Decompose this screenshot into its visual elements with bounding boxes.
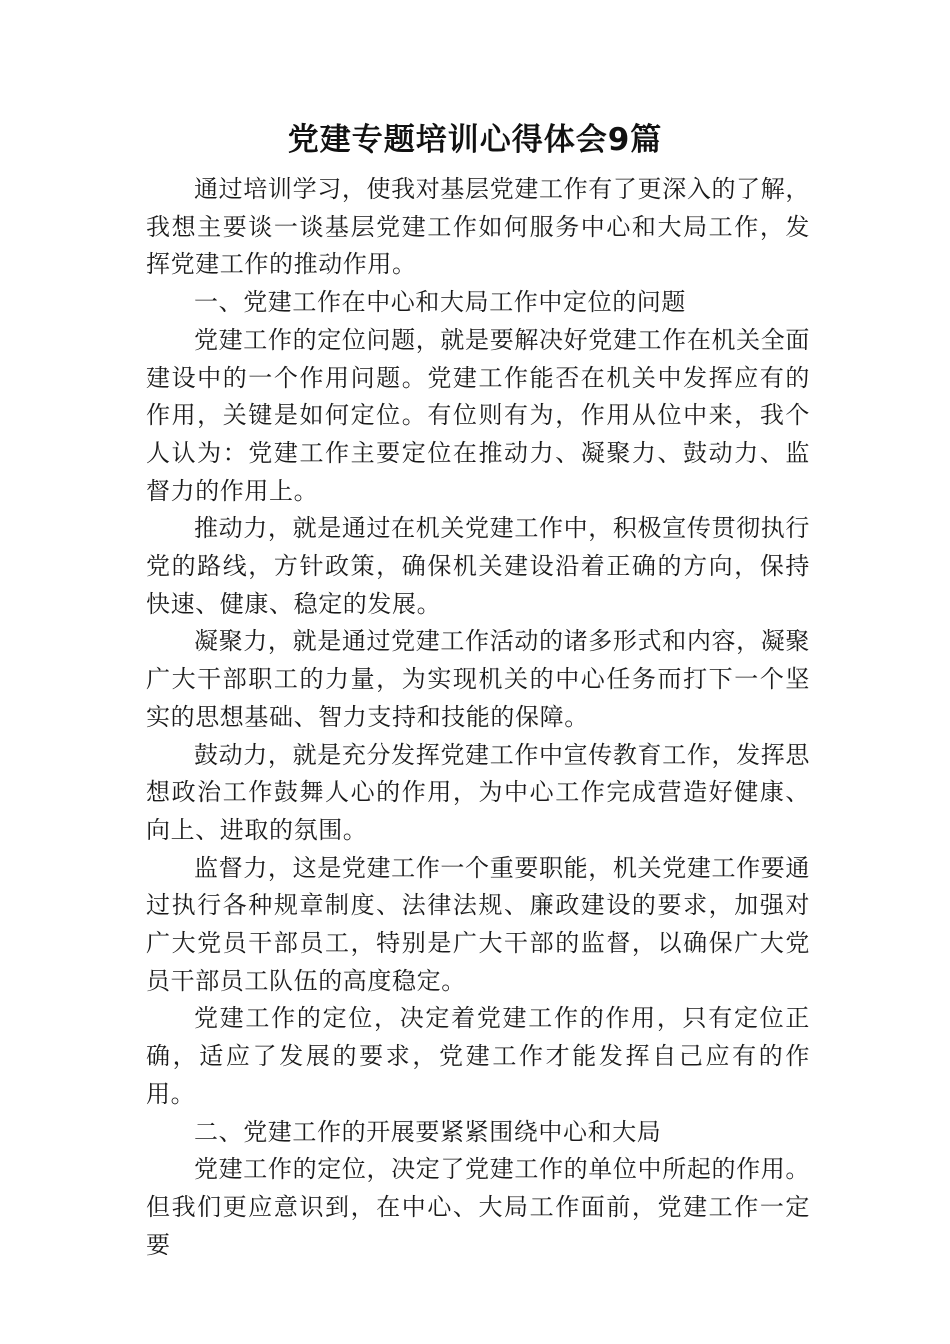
paragraph-positioning: 党建工作的定位问题，就是要解决好党建工作在机关全面建设中的一个作用问题。党建工作能否在机关中发挥应有的作用，关键是如何定位。有位则有为，作用从位中来，我个人认为：党建工作主要定位在推动力、凝聚力、鼓动力、监督力的作用上。 bbox=[146, 325, 810, 505]
paragraph-motivation: 鼓动力，就是充分发挥党建工作中宣传教育工作，发挥思想政治工作鼓舞人心的作用，为中心工作完成营造好健康、向上、进取的氛围。 bbox=[146, 740, 810, 844]
paragraph-supervision: 监督力，这是党建工作一个重要职能，机关党建工作要通过执行各种规章制度、法律法规、廉政建设的要求，加强对广大党员干部员工，特别是广大干部的监督，以确保广大党员干部员工队伍的高度稳定。 bbox=[146, 853, 810, 995]
paragraph-center-work: 党建工作的定位，决定了党建工作的单位中所起的作用。但我们更应意识到，在中心、大局工作面前，党建工作一定要 bbox=[146, 1155, 810, 1259]
paragraph-conclusion: 党建工作的定位，决定着党建工作的作用，只有定位正确，适应了发展的要求，党建工作才能发挥自己应有的作用。 bbox=[146, 1004, 810, 1108]
section-heading-2: 二、党建工作的开展要紧紧围绕中心和大局 bbox=[194, 1117, 662, 1146]
document-body bbox=[146, 171, 810, 1264]
paragraph-intro: 通过培训学习，使我对基层党建工作有了更深入的了解，我想主要谈一谈基层党建工作如何服务中心和大局工作，发挥党建工作的推动作用。 bbox=[146, 175, 810, 279]
paragraph-cohesion: 凝聚力，就是通过党建工作活动的诸多形式和内容，凝聚广大干部职工的力量，为实现机关的中心任务而打下一个坚实的思想基础、智力支持和技能的保障。 bbox=[146, 627, 810, 731]
document-title: 党建专题培训心得体会9篇 bbox=[287, 122, 663, 158]
section-heading-1: 一、党建工作在中心和大局工作中定位的问题 bbox=[194, 288, 686, 317]
paragraph-driving-force: 推动力，就是通过在机关党建工作中，积极宣传贯彻执行党的路线，方针政策，确保机关建设沿着正确的方向，保持快速、健康、稳定的发展。 bbox=[146, 514, 810, 618]
